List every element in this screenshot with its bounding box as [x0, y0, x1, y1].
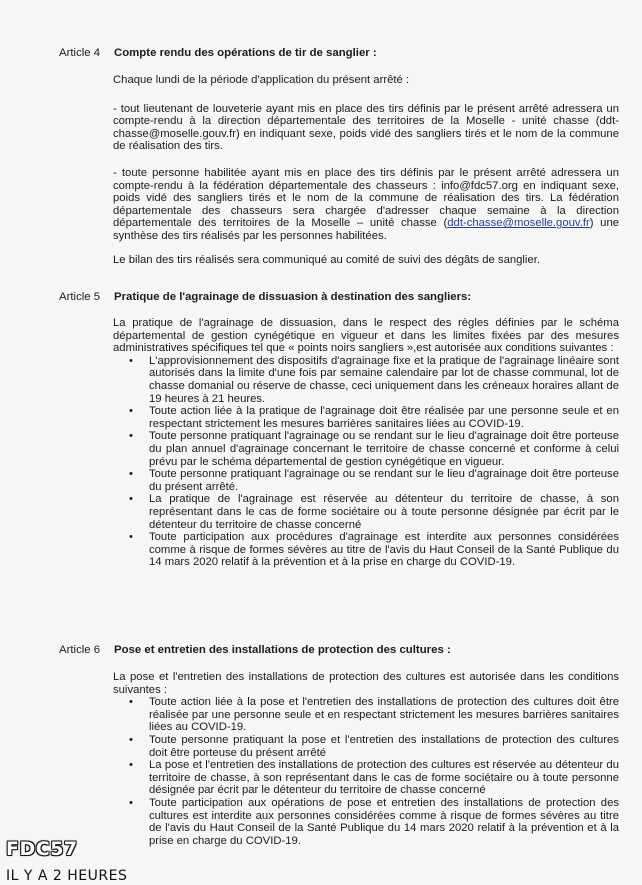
bullet-icon: •: [129, 354, 133, 367]
bullet-icon: •: [129, 405, 133, 418]
article-number: Article 6: [59, 644, 101, 656]
paragraph-text: ) une synthèse des tirs réalisés par les personnes habilitées.: [113, 217, 620, 242]
list-item: • Toute action liée à la pose et l'entretien des installations de protection des cultures doit être réalisée par une personne seule et en respectant strictement les mesures barrières sanitaires liées au COVID-19.: [129, 696, 619, 734]
list-item: • Toute personne pratiquant la pose et l'entretien des installations de protection des cultures doit être porteuse du présent arrêté: [129, 733, 619, 759]
bullet-icon: •: [129, 531, 133, 544]
article-body: [113, 317, 619, 569]
bullet-icon: •: [129, 696, 133, 709]
list-item: • La pose et l'entretien des installations de protection des cultures est réservée au détenteur du territoire de chasse, à son représentant dans le cas de forme sociétaire ou à toute personne désignée par écrit par le détenteur du territoire de chasse concerné: [129, 759, 619, 797]
paragraph: Le bilan des tirs réalisés sera communiqué au comité de suivi des dégâts de sanglier.: [113, 253, 541, 266]
list-item: • Toute participation aux procédures d'agrainage est interdite aux personnes considérées comme à risque de formes sévères au titre de l'avis du Haut Conseil de la Santé Publique du 14 mars 2020 relatif à la prévention et à la prise en charge du COVID-19.: [129, 531, 619, 569]
bullet-icon: •: [129, 493, 133, 506]
list-item: • La pratique de l'agrainage est réservée au détenteur du territoire de chasse, à son représentant dans le cas de forme sociétaire ou à toute personne désignée par écrit par le détenteur du territoire de chasse concerné: [129, 493, 619, 531]
bullet-list: [113, 355, 619, 569]
paragraph: La pose et l'entretien des installations de protection des cultures est autorisée dans les conditions suivantes :: [113, 671, 619, 696]
paragraph: La pratique de l'agrainage de dissuasion, dans le respect des règles définies par le schéma départemental de gestion cynégétique en vigueur et dans les limites fixées par des mesures administratives spécifiques tel que « points noirs sangliers »,est autorisée aux conditions suivantes :: [113, 317, 619, 355]
paragraph-text: - toute personne habilitée ayant mis en place des tirs définis par le présent arrêté adressera un compte-rendu à la fédération départementale des chasseurs : info@fdc57.org en indiquant sexe, poids vidé des sangliers tirés et le nom de la commune de réalisation des tirs. La fédération départementale des chasseurs sera chargée d'adresser chaque semaine à la direction départementale des territoires de la Moselle – unité chasse (: [113, 166, 619, 230]
list-item: • Toute participation aux opérations de pose et entretien des installations de protection des cultures est interdite aux personnes considérées comme à risque de formes sévères au titre de l'avis du Haut Conseil de la Santé Publique du 14 mars 2020 relatif à la prévention et à la prise en charge du COVID-19.: [129, 796, 619, 847]
list-item: • Toute action liée à la pratique de l'agrainage doit être réalisée par une personne seule et en respectant strictement les mesures barrières sanitaires liées au COVID-19.: [129, 405, 619, 430]
bullet-icon: •: [129, 430, 133, 443]
paragraph: Chaque lundi de la période d'application du présent arrêté :: [113, 74, 410, 86]
fdc57-logo: FDC57: [6, 838, 78, 860]
email-link[interactable]: ddt-chasse@moselle.gouv.fr: [447, 217, 590, 230]
article-number: Article 4: [59, 47, 101, 59]
bullet-icon: •: [129, 733, 133, 746]
article-body: [113, 74, 619, 276]
article-body: [113, 671, 619, 847]
list-item: • Toute personne pratiquant l'agrainage ou se rendant sur le lieu d'agrainage doit être porteuse du présent arrêté.: [129, 468, 619, 493]
bullet-icon: •: [129, 468, 133, 481]
list-item: • Toute personne pratiquant l'agrainage ou se rendant sur le lieu d'agrainage doit être porteuse du plan annuel d'agrainage concernant le territoire de chasse concerné et conforme à celui prévu par le schéma départemental de gestion cynégétique en vigueur.: [129, 430, 619, 468]
article-title: Compte rendu des opérations de tir de sanglier :: [114, 47, 377, 59]
paragraph: - tout lieutenant de louveterie ayant mis en place des tirs définis par le présent arrêté adressera un compte-rendu à la direction départementale des territoires de la Moselle - unité chasse (ddt-chasse@moselle.gouv.fr) en indiquant sexe, poids vidé des sangliers tirés et le nom de la commune de réalisation des tirs.: [113, 102, 619, 153]
list-item: • L'approvisionnement des dispositifs d'agrainage fixe et la pratique de l'agrainage linéaire sont autorisés dans la limite d'une fois par semaine calendaire par lot de chasse communal, lot de chasse domanial ou réserve de chasse, ceci uniquement dans les créneaux horaires allant de 19 heures à 21 heures.: [129, 354, 619, 405]
article-number: Article 5: [59, 291, 101, 303]
paragraph: [113, 167, 619, 243]
bullet-list: [113, 696, 619, 847]
article-title: Pratique de l'agrainage de dissuasion à destination des sangliers:: [114, 291, 472, 303]
bullet-icon: •: [129, 796, 133, 809]
article-title: Pose et entretien des installations de protection des cultures :: [114, 644, 451, 656]
post-timestamp: IL Y A 2 HEURES: [6, 868, 128, 884]
bullet-icon: •: [129, 759, 133, 772]
